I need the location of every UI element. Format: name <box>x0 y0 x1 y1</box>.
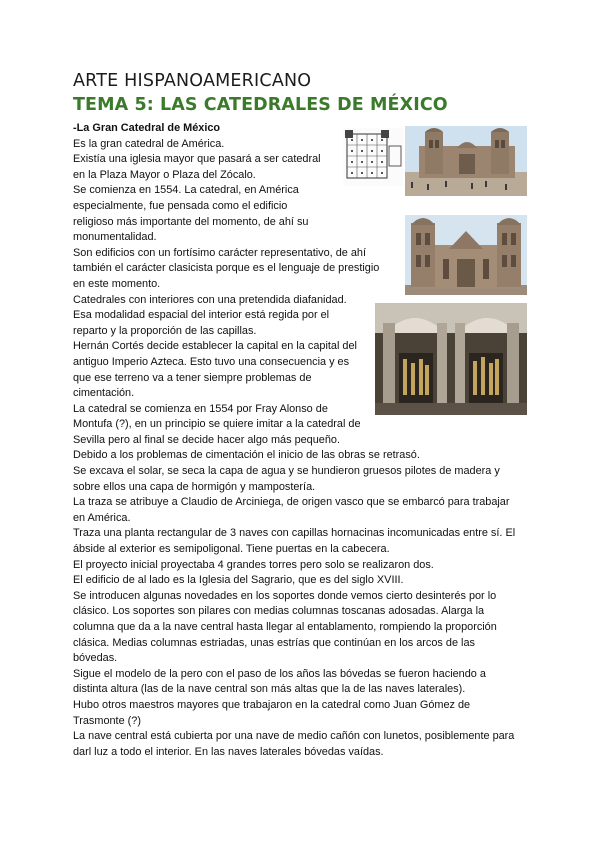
text-line: antiguo Imperio Azteca. Esto tuvo una consecuencia y es <box>73 355 350 368</box>
text-line: Trasmonte (?) <box>73 714 141 727</box>
text-line: Debido a los problemas de cimentación el inicio de las obras se retrasó. <box>73 449 420 462</box>
text-line: clásico. Los soportes son pilares con medias columnas toscanas adosadas. Alarga la <box>73 605 485 618</box>
cathedral-floor-plan-image <box>343 128 403 186</box>
text-line: en este momento. <box>73 277 161 290</box>
text-line: columna que da a la nave central hasta llegar al entablamento, rompiendo la proporción <box>73 621 497 633</box>
text-line: Es la gran catedral de América. <box>73 137 225 150</box>
text-line: bóvedas. <box>73 652 118 665</box>
course-title: ARTE HISPANOAMERICANO <box>73 71 312 91</box>
lesson-title: TEMA 5: LAS CATEDRALES DE MÉXICO <box>73 95 448 115</box>
text-line: Montufa (?), en un principio se quiere imitar a la catedral de <box>73 418 361 431</box>
text-line: Hernán Cortés decide establecer la capital en la capital del <box>73 340 357 353</box>
text-line: La catedral se comienza en 1554 por Fray Alonso de <box>73 402 328 415</box>
cathedral-exterior-photo <box>405 126 527 196</box>
cathedral-facade-photo <box>405 215 527 295</box>
text-line: reparto y la proporción de las capillas. <box>73 324 257 337</box>
text-line: El proyecto inicial proyectaba 4 grandes torres pero solo se realizaron dos. <box>73 558 434 571</box>
text-line: religioso más importante del momento, de ahí su <box>73 215 309 228</box>
text-line: especialmente, fue pensada como el edificio <box>73 199 288 212</box>
text-line: clásica. Medias columnas estriadas, unas estrías que continúan en los arcos de las <box>73 636 475 649</box>
text-line: La nave central está cubierta por una nave de medio cañón con lunetos, posiblemente para <box>73 730 515 743</box>
text-line: monumentalidad. <box>73 231 157 244</box>
text-line: darl luz a todo el interior. En las naves laterales bóvedas vaídas. <box>73 745 384 758</box>
text-line: cimentación. <box>73 387 135 400</box>
text-line: Catedrales con interiores con una pretendida diafanidad. <box>73 293 347 306</box>
text-line: Sigue el modelo de la pero con el paso de los años las bóvedas se fueron haciendo a <box>73 667 486 680</box>
text-line: Existía una iglesia mayor que pasará a ser catedral <box>73 153 321 166</box>
text-line: Hubo otros maestros mayores que trabajaron en la catedral como Juan Gómez de <box>73 698 471 711</box>
text-line: El edificio de al lado es la Iglesia del Sagrario, que es del siglo XVIII. <box>73 574 404 587</box>
text-line: en la Plaza Mayor o Plaza del Zócalo. <box>73 168 256 181</box>
text-line: La traza se atribuye a Claudio de Arciniega, de origen vasco que se embarcó para trabajar <box>73 496 510 509</box>
cathedral-interior-photo <box>375 303 527 415</box>
text-line: Esa modalidad espacial del interior está regida por el <box>73 309 330 322</box>
text-line: Se excava el solar, se seca la capa de agua y se hundieron gruesos pilotes de madera y <box>73 465 500 478</box>
text-line: Traza una planta rectangular de 3 naves con capillas hornacinas incomunicadas entre sí. El <box>73 527 516 540</box>
text-line: ábside al exterior es semipoligonal. Tiene puertas en la cabecera. <box>73 543 390 556</box>
text-line: Sevilla pero al final se decide hacer algo más pequeño. <box>73 433 340 446</box>
text-line: sobre ellos una capa de hormigón y mampostería. <box>73 480 316 493</box>
section-heading: -La Gran Catedral de México <box>73 122 221 134</box>
text-line: en América. <box>73 511 131 524</box>
text-line: también el carácter clasicista porque es el lenguaje de prestigio <box>73 262 380 275</box>
text-line: que ese terreno va a tener siempre problemas de <box>73 371 312 384</box>
text-line: Son edificios con un fortísimo carácter representativo, de ahí <box>73 246 366 259</box>
text-line: Se comienza en 1554. La catedral, en América <box>73 184 299 197</box>
text-line: distinta altura (las de la nave central son más altas que la de las naves laterales). <box>73 683 466 696</box>
text-line: Se introducen algunas novedades en los soportes donde vemos cierto desinterés por lo <box>73 589 497 602</box>
